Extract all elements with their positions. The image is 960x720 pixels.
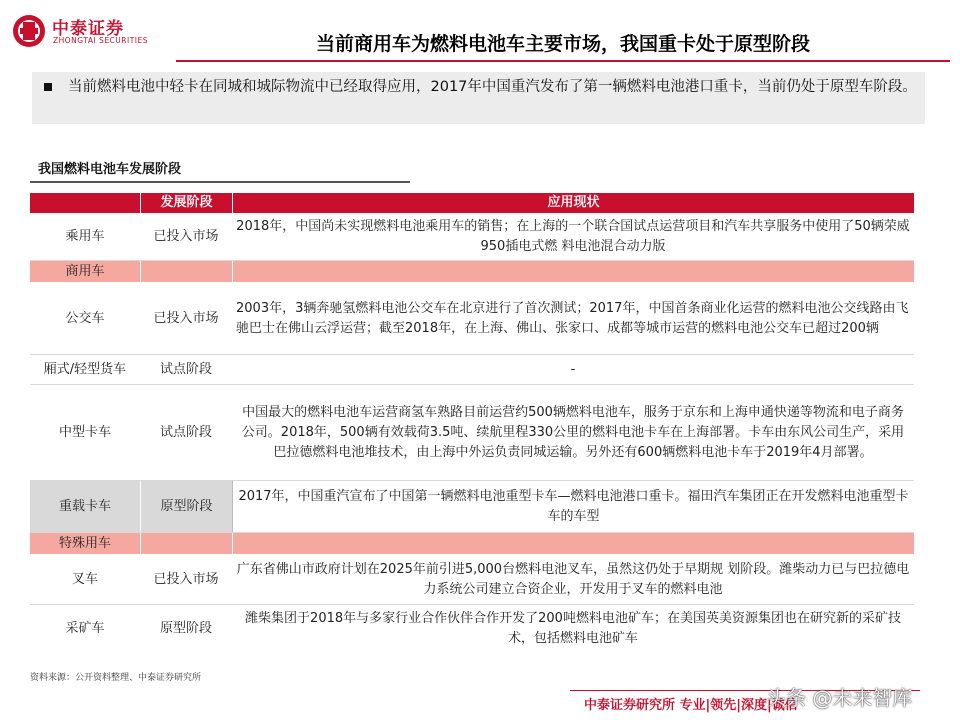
category-label: 商用车: [65, 263, 105, 279]
stage-cell: 试点阶段: [159, 361, 212, 377]
stage-cell: 原型阶段: [159, 621, 212, 636]
category-label: 特殊用车: [58, 535, 111, 551]
stage-cell: 试点阶段: [159, 424, 212, 440]
table-header-row: [30, 193, 914, 213]
table-row-mining-truck: [30, 605, 914, 653]
table-row-light-truck: [30, 355, 914, 385]
status-cell: 中国最大的燃料电池车运营商氢车熟路目前运营约500辆燃料电池车，服务于京东和上海申通快递等物流和电子商务公司。2018年，500辆有效载荷3.5吨、续航里程330公里的燃料电池卡车在上海部署。卡车由东风公司生产，采用巴拉德燃料电池堆技术，由上海中外运负责同城运输。另外还有600辆燃料电池卡车于2019年4月部署。: [241, 404, 905, 460]
vehicle-type-cell: 乘用车: [65, 228, 105, 244]
company-logo: [12, 14, 149, 50]
table-row-bus: [30, 283, 914, 355]
footer-brand: 中泰证券研究所 专业|领先|深度|诚信: [584, 698, 798, 713]
status-cell: 2018年，中国尚未实现燃料电池乘用车的销售；在上海的一个联合国试点运营项目和汽车共享服务中使用了50辆荣威950插电式燃 料电池混合动力版: [236, 218, 910, 254]
stage-cell: 已投入市场: [153, 228, 219, 244]
summary-box: [32, 72, 925, 124]
status-cell: 2017年，中国重汽宣布了中国第一辆燃料电池重型卡车—燃料电池港口重卡。福田汽车集团正在开发燃料电池重型卡车的车型: [232, 481, 914, 532]
table-row-heavy-truck: [30, 481, 914, 533]
vehicle-type-cell: 叉车: [71, 571, 98, 587]
development-stage-table: [30, 193, 914, 653]
table-row-forklift: [30, 555, 914, 605]
status-cell: 广东省佛山市政府计划在2025年前引进5,000台燃料电池叉车，虽然这仍处于早期规 划阶段。潍柴动力已与巴拉德电力系统公司建立合资企业，开发用于叉车的燃料电池: [236, 561, 910, 597]
stage-cell: 已投入市场: [153, 571, 219, 587]
vehicle-type-cell: 中型卡车: [58, 424, 111, 440]
vehicle-type-cell: 采矿车: [65, 621, 105, 636]
status-cell: 潍柴集团于2018年与多家行业合作伙伴合作开发了200吨燃料电池矿车；在美国英美资源集团也在研究新的采矿技术，包括燃料电池矿车: [245, 611, 901, 646]
table-row-medium-truck: [30, 385, 914, 481]
watermark: 头条 @未来智库: [766, 686, 913, 710]
vehicle-type-cell: 厢式/轻型货车: [43, 361, 127, 377]
vehicle-type-cell: 重载卡车: [58, 498, 111, 514]
vehicle-type-cell: 公交车: [65, 310, 105, 326]
category-row-special: [30, 533, 914, 555]
summary-text: 当前燃料电池中轻卡在同城和城际物流中已经取得应用，2017年中国重汽发布了第一辆燃料电池港口重卡，当前仍处于原型车阶段。: [68, 79, 917, 95]
logo-chinese-name: 中泰证券: [52, 19, 124, 39]
page-title: 当前商用车为燃料电池车主要市场，我国重卡处于原型阶段: [315, 33, 810, 55]
logo-emblem-icon: [12, 14, 46, 48]
table-heading-divider: [30, 181, 410, 183]
source-note: 资料来源：公开资料整理、中泰证券研究所: [30, 673, 202, 683]
logo-english-name: ZHONGTAI SECURITIES: [53, 36, 149, 45]
column-header-vehicle: [30, 193, 140, 213]
column-header-status: 应用现状: [232, 193, 914, 213]
table-heading: 我国燃料电池车发展阶段: [38, 162, 182, 177]
category-row-commercial: [30, 261, 914, 283]
table-row-passenger-car: [30, 213, 914, 261]
stage-cell: 已投入市场: [153, 310, 219, 326]
header-divider: [176, 60, 950, 62]
stage-cell: 原型阶段: [140, 481, 232, 532]
status-cell: 2003年，3辆奔驰氢燃料电池公交车在北京进行了首次测试；2017年，中国首条商业化运营的燃料电池公交线路由飞驰巴士在佛山云浮运营；截至2018年，在上海、佛山、张家口、成都等城市运营的燃料电池公交车已超过200辆: [236, 300, 909, 336]
square-bullet-icon: [44, 83, 52, 91]
column-header-stage: 发展阶段: [140, 193, 232, 213]
status-cell: -: [570, 361, 576, 377]
